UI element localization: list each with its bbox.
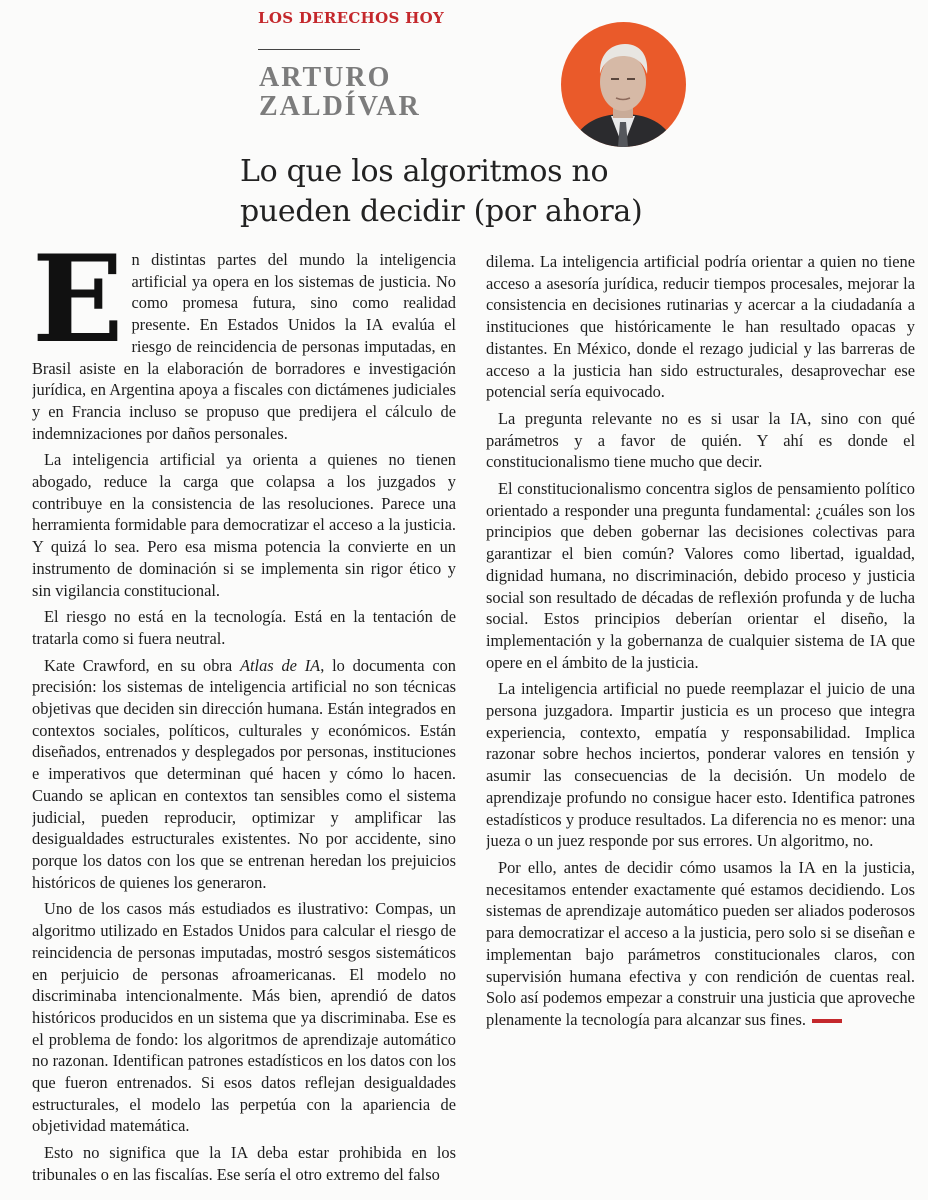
author-portrait-illustration bbox=[561, 22, 686, 147]
book-title: Atlas de IA bbox=[239, 655, 321, 675]
end-mark bbox=[812, 1019, 842, 1023]
article-paragraph: En distintas partes del mundo la inteligencia artificial ya opera en los sistemas de justicia. No como promesa futura, sino como realidad presente. En Estados Unidos la IA evalúa el riesgo de reincidencia de personas imputadas, en Brasil asiste en la elaboración de borradores e investigación jurídica, en Argentina apoya a fiscales con dictámenes judiciales y en Francia incluso se propuso que predijera el cálculo de indemnizaciones por daños personales. bbox=[32, 249, 456, 443]
article-paragraph: Kate Crawford, en su obra Atlas de IA, lo documenta con precisión: los sistemas de inteligencia artificial no son técnicas objetivas que deciden sin dirección humana. Están integrados en contextos sociales, políticos, culturales y económicos. Están diseñados, entrenados y desplegados por personas, instituciones e imperativos que determinan qué hacen y cómo lo hacen. Cuando se aplican en contextos tan sensibles como el sistema judicial, pueden reproducir, optimizar y amplificar las desigualdades estructurales existentes. No por accidente, sino porque los datos con los que se entrenan heredan los prejuicios históricos de quienes los generaron. bbox=[32, 655, 456, 892]
drop-cap: E bbox=[32, 249, 124, 370]
author-first-name: ARTURO bbox=[259, 62, 392, 93]
article-paragraph: El constitucionalismo concentra siglos de pensamiento político orientado a responder una pregunta fundamental: ¿cuáles son los principios que deben gobernar las decisiones colectivas para garantizar el bien común? Valores como libertad, igualdad, dignidad humana, no discriminación, debido proceso y justicia social son resultado de décadas de reflexión profunda y de lucha social. Estos principios deberían orientar el diseño, la implementación y la gobernanza de cualquier sistema de IA que opere en el ámbito de la justicia. bbox=[486, 479, 915, 672]
article-headline: Lo que los algoritmos no pueden decidir (por ahora) bbox=[240, 154, 643, 229]
article-paragraph: Esto no significa que la IA deba estar prohibida en los tribunales o en las fiscalías. Ese sería el otro extremo del falso bbox=[32, 1143, 456, 1184]
author-name bbox=[259, 63, 421, 121]
article-paragraph: Uno de los casos más estudiados es ilustrativo: Compas, un algoritmo utilizado en Estados Unidos para calcular el riesgo de reincidencia de personas imputadas, mostró sesgos sistemáticos en perjuicio de personas afroamericanas. El modelo no discriminaba intencionalmente. Más bien, aprendió de datos históricos producidos en un sistema que ya discriminaba. Ese es el problema de fondo: los algoritmos de aprendizaje automático no razonan. Identifican patrones estadísticos en los datos con los que fueron entrenados. Si esos datos reflejan desigualdades estructurales, el modelo las perpetúa con la apariencia de objetividad matemática. bbox=[32, 899, 456, 1136]
article-column-right bbox=[486, 251, 915, 1196]
article-paragraph: Por ello, antes de decidir cómo usamos la IA en la justicia, necesitamos entender exactamente qué estamos decidiendo. Los sistemas de aprendizaje automático pueden ser aliados poderosos para democratizar el acceso a la justicia, pero solo si se diseñan e implementan bajo parámetros constitucionales claros, con supervisión humana efectiva y con rendición de cuentas real. Solo así podemos empezar a construir una justicia que aproveche plenamente la tecnología para alcanzar sus fines. bbox=[486, 857, 915, 1029]
author-last-name: ZALDÍVAR bbox=[259, 91, 421, 122]
divider bbox=[258, 49, 360, 50]
article-paragraph: La pregunta relevante no es si usar la IA, sino con qué parámetros y a favor de quién. Y ahí es donde el constitucionalismo tiene mucho que decir. bbox=[486, 408, 915, 472]
section-title: LOS DERECHOS HOY bbox=[258, 9, 444, 27]
author-portrait bbox=[561, 22, 686, 147]
article-paragraph: La inteligencia artificial no puede reemplazar el juicio de una persona juzgadora. Impartir justicia es un proceso que integra experiencia, contexto, empatía y responsabilidad. Implica razonar sobre hechos inciertos, ponderar valores en tensión y asumir las consecuencias de la decisión. Un modelo de aprendizaje profundo no consigue hacer esto. Identifica patrones estadísticos y produce resultados. La diferencia no es menor: una jueza o un juez responde por sus errores. Un algoritmo, no. bbox=[486, 679, 915, 851]
article-paragraph: dilema. La inteligencia artificial podría orientar a quien no tiene acceso a asesoría jurídica, reducir tiempos procesales, mejorar la consistencia en decisiones rutinarias y acercar a la ciudadanía a instituciones que históricamente le han resultado opacas y distantes. En México, donde el rezago judicial y las barreras de acceso a la justicia han sido estructurales, desaprovechar ese potencial sería equivocado. bbox=[486, 252, 915, 402]
article-paragraph: El riesgo no está en la tecnología. Está en la tentación de tratarla como si fuera neutral. bbox=[32, 607, 456, 648]
article-paragraph: La inteligencia artificial ya orienta a quienes no tienen abogado, reduce la carga que colapsa a los juzgados y contribuye en la consistencia de las resoluciones. Parece una herramienta formidable para democratizar el acceso a la justicia. Y quizá lo sea. Pero esa misma potencia la convierte en un instrumento de dominación si se implementa sin rigor ético y sin vigilancia constitucional. bbox=[32, 450, 456, 600]
article-column-left bbox=[32, 249, 456, 1194]
